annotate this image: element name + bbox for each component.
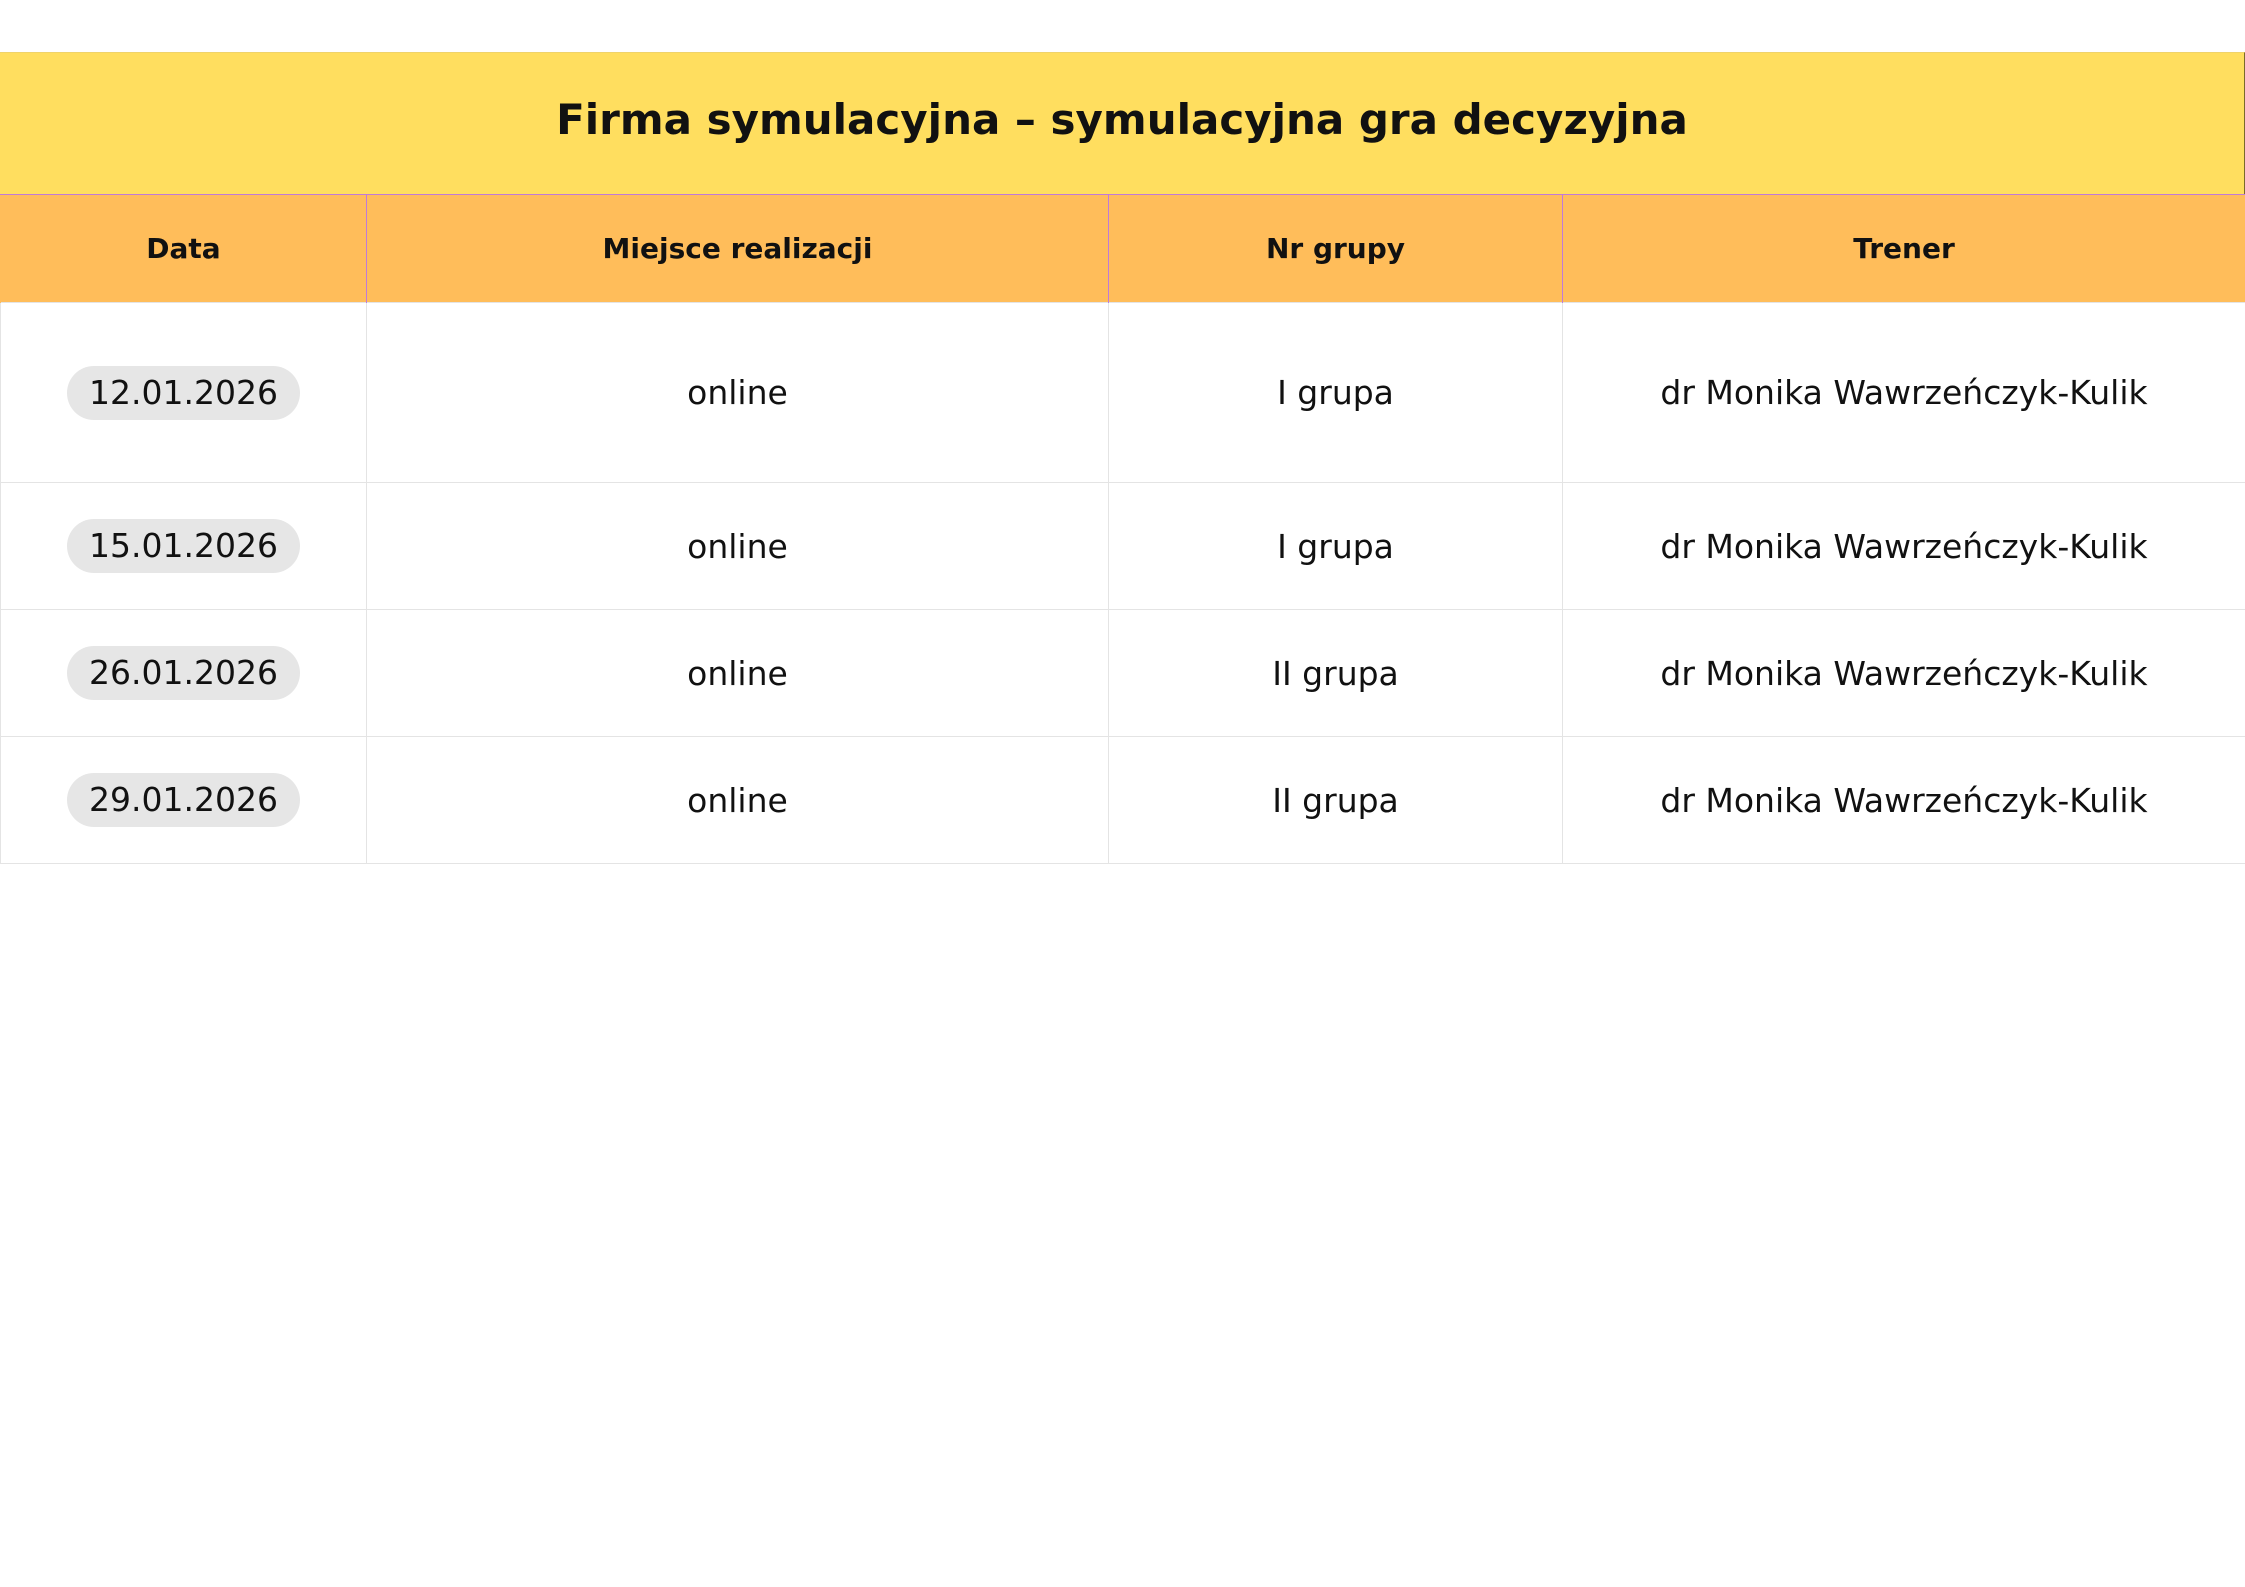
place-cell: online bbox=[367, 483, 1109, 610]
date-cell bbox=[1, 303, 367, 483]
table-row bbox=[1, 737, 2245, 864]
column-header-place: Miejsce realizacji bbox=[367, 195, 1109, 303]
trainer-cell: dr Monika Wawrzeńczyk-Kulik bbox=[1563, 610, 2245, 737]
trainer-cell: dr Monika Wawrzeńczyk-Kulik bbox=[1563, 737, 2245, 864]
place-cell: online bbox=[367, 303, 1109, 483]
table-header-row bbox=[1, 195, 2245, 303]
schedule-table bbox=[0, 194, 2245, 864]
date-cell bbox=[1, 610, 367, 737]
table-row bbox=[1, 610, 2245, 737]
trainer-cell: dr Monika Wawrzeńczyk-Kulik bbox=[1563, 303, 2245, 483]
title-bar bbox=[0, 52, 2245, 194]
column-header-date: Data bbox=[1, 195, 367, 303]
column-header-trainer: Trener bbox=[1563, 195, 2245, 303]
date-cell bbox=[1, 737, 367, 864]
group-cell: II grupa bbox=[1109, 610, 1563, 737]
place-cell: online bbox=[367, 737, 1109, 864]
table-row bbox=[1, 483, 2245, 610]
date-cell bbox=[1, 483, 367, 610]
place-cell: online bbox=[367, 610, 1109, 737]
date-pill: 26.01.2026 bbox=[67, 646, 300, 700]
page-title: Firma symulacyjna – symulacyjna gra decyzyjna bbox=[556, 95, 1688, 144]
schedule-sheet bbox=[0, 52, 2245, 864]
group-cell: I grupa bbox=[1109, 303, 1563, 483]
group-cell: II grupa bbox=[1109, 737, 1563, 864]
date-pill: 29.01.2026 bbox=[67, 773, 300, 827]
date-pill: 15.01.2026 bbox=[67, 519, 300, 573]
trainer-cell: dr Monika Wawrzeńczyk-Kulik bbox=[1563, 483, 2245, 610]
group-cell: I grupa bbox=[1109, 483, 1563, 610]
table-row bbox=[1, 303, 2245, 483]
column-header-group: Nr grupy bbox=[1109, 195, 1563, 303]
date-pill: 12.01.2026 bbox=[67, 366, 300, 420]
